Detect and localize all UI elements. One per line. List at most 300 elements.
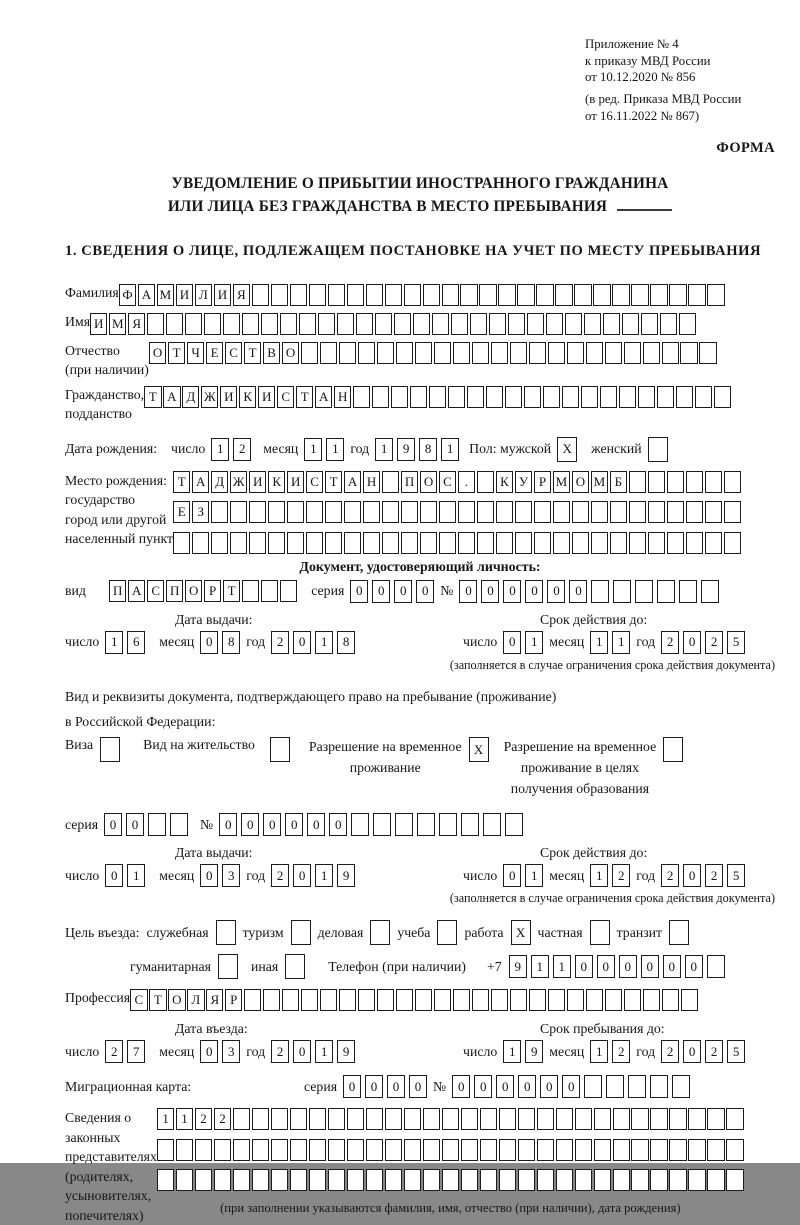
form-cell[interactable] [344, 501, 361, 523]
form-cell[interactable]: 0 [474, 1075, 492, 1098]
form-cell[interactable] [461, 813, 479, 836]
form-cell[interactable]: 2 [705, 631, 723, 654]
form-cell[interactable]: Е [173, 501, 190, 523]
form-cell[interactable]: 0 [365, 1075, 383, 1098]
form-cell[interactable]: 0 [263, 813, 281, 836]
form-cell[interactable]: Р [534, 471, 551, 493]
form-cell[interactable] [638, 386, 655, 408]
form-cell[interactable]: 1 [375, 438, 393, 461]
form-cell[interactable]: С [277, 386, 294, 408]
form-cell[interactable] [650, 1139, 667, 1161]
form-cell[interactable]: 0 [394, 580, 412, 603]
form-cell[interactable]: И [220, 386, 237, 408]
form-cell[interactable] [271, 1169, 288, 1191]
form-cell[interactable] [584, 313, 601, 335]
form-cell[interactable] [572, 501, 589, 523]
form-cell[interactable]: 0 [200, 1040, 218, 1063]
form-cell[interactable] [366, 1108, 383, 1130]
form-cell[interactable] [358, 342, 375, 364]
form-cell[interactable] [650, 1108, 667, 1130]
form-cell[interactable] [351, 813, 369, 836]
form-cell[interactable] [663, 737, 683, 762]
form-cell[interactable]: Т [144, 386, 161, 408]
form-cell[interactable]: 8 [337, 631, 355, 654]
form-cell[interactable] [707, 1108, 724, 1130]
form-cell[interactable] [536, 284, 553, 306]
form-cell[interactable] [543, 386, 560, 408]
form-cell[interactable] [472, 989, 489, 1011]
form-cell[interactable] [546, 313, 563, 335]
form-cell[interactable] [724, 532, 741, 554]
form-cell[interactable] [382, 532, 399, 554]
form-cell[interactable] [366, 1169, 383, 1191]
form-cell[interactable] [562, 386, 579, 408]
form-cell[interactable] [328, 1108, 345, 1130]
form-cell[interactable] [586, 989, 603, 1011]
form-cell[interactable]: И [249, 471, 266, 493]
form-cell[interactable]: 2 [705, 864, 723, 887]
form-cell[interactable] [211, 532, 228, 554]
form-cell[interactable] [510, 342, 527, 364]
form-cell[interactable]: 1 [326, 438, 344, 461]
form-cell[interactable] [610, 501, 627, 523]
form-cell[interactable] [724, 501, 741, 523]
form-cell[interactable] [404, 1139, 421, 1161]
form-cell[interactable] [204, 313, 221, 335]
form-cell[interactable] [230, 501, 247, 523]
form-cell[interactable] [396, 342, 413, 364]
form-cell[interactable]: 5 [727, 1040, 745, 1063]
form-cell[interactable] [631, 1139, 648, 1161]
form-cell[interactable]: 1 [590, 1040, 608, 1063]
form-cell[interactable] [679, 580, 697, 603]
form-cell[interactable]: О [168, 989, 185, 1011]
form-cell[interactable]: 8 [419, 438, 437, 461]
form-cell[interactable] [631, 284, 648, 306]
form-cell[interactable] [643, 989, 660, 1011]
form-cell[interactable]: 2 [661, 1040, 679, 1063]
form-cell[interactable] [439, 532, 456, 554]
form-cell[interactable]: 1 [176, 1108, 193, 1130]
form-cell[interactable] [515, 501, 532, 523]
form-cell[interactable]: М [109, 313, 126, 335]
form-cell[interactable] [347, 1108, 364, 1130]
form-cell[interactable]: М [591, 471, 608, 493]
form-cell[interactable]: В [263, 342, 280, 364]
form-cell[interactable] [548, 989, 565, 1011]
form-cell[interactable] [624, 342, 641, 364]
form-cell[interactable] [594, 1108, 611, 1130]
form-cell[interactable] [375, 313, 392, 335]
form-cell[interactable]: К [496, 471, 513, 493]
form-cell[interactable] [662, 989, 679, 1011]
form-cell[interactable] [537, 1169, 554, 1191]
form-cell[interactable]: 2 [233, 438, 251, 461]
form-cell[interactable] [439, 501, 456, 523]
form-cell[interactable] [518, 1108, 535, 1130]
form-cell[interactable] [499, 1108, 516, 1130]
form-cell[interactable] [439, 813, 457, 836]
form-cell[interactable]: И [90, 313, 107, 335]
form-cell[interactable] [594, 1169, 611, 1191]
form-cell[interactable] [214, 1139, 231, 1161]
form-cell[interactable] [518, 1139, 535, 1161]
form-cell[interactable]: Н [334, 386, 351, 408]
form-cell[interactable] [385, 1108, 402, 1130]
form-cell[interactable] [366, 1139, 383, 1161]
form-cell[interactable] [669, 284, 686, 306]
form-cell[interactable]: С [439, 471, 456, 493]
form-cell[interactable]: А [344, 471, 361, 493]
form-cell[interactable]: 0 [540, 1075, 558, 1098]
form-cell[interactable]: 0 [569, 580, 587, 603]
form-cell[interactable]: 0 [481, 580, 499, 603]
form-cell[interactable]: 1 [157, 1108, 174, 1130]
form-cell[interactable]: 1 [211, 438, 229, 461]
form-cell[interactable]: 2 [705, 1040, 723, 1063]
form-cell[interactable] [631, 1108, 648, 1130]
form-cell[interactable] [353, 386, 370, 408]
form-cell[interactable]: 0 [459, 580, 477, 603]
form-cell[interactable]: 0 [683, 631, 701, 654]
form-cell[interactable]: И [258, 386, 275, 408]
form-cell[interactable] [650, 284, 667, 306]
form-cell[interactable] [686, 532, 703, 554]
form-cell[interactable]: . [458, 471, 475, 493]
form-cell[interactable] [394, 313, 411, 335]
form-cell[interactable] [442, 1169, 459, 1191]
form-cell[interactable] [263, 989, 280, 1011]
form-cell[interactable] [524, 386, 541, 408]
form-cell[interactable] [271, 1108, 288, 1130]
form-cell[interactable]: 2 [214, 1108, 231, 1130]
form-cell[interactable]: 0 [683, 864, 701, 887]
form-cell[interactable] [320, 989, 337, 1011]
form-cell[interactable] [391, 386, 408, 408]
form-cell[interactable] [453, 989, 470, 1011]
form-cell[interactable] [306, 532, 323, 554]
form-cell[interactable]: Ж [201, 386, 218, 408]
form-cell[interactable]: 0 [503, 580, 521, 603]
form-cell[interactable] [705, 501, 722, 523]
form-cell[interactable] [508, 313, 525, 335]
form-cell[interactable]: Д [182, 386, 199, 408]
form-cell[interactable] [584, 1075, 602, 1098]
form-cell[interactable] [499, 1139, 516, 1161]
form-cell[interactable]: 1 [315, 631, 333, 654]
form-cell[interactable] [442, 1108, 459, 1130]
form-cell[interactable] [442, 1139, 459, 1161]
form-cell[interactable] [309, 1139, 326, 1161]
form-cell[interactable] [669, 1169, 686, 1191]
form-cell[interactable] [483, 813, 501, 836]
form-cell[interactable] [347, 284, 364, 306]
form-cell[interactable] [537, 1108, 554, 1130]
form-cell[interactable] [641, 313, 658, 335]
form-cell[interactable]: 0 [663, 955, 681, 978]
form-cell[interactable] [643, 342, 660, 364]
form-cell[interactable]: 1 [590, 631, 608, 654]
form-cell[interactable] [328, 1169, 345, 1191]
form-cell[interactable] [423, 1108, 440, 1130]
form-cell[interactable] [291, 920, 311, 945]
form-cell[interactable] [622, 313, 639, 335]
form-cell[interactable] [195, 1169, 212, 1191]
form-cell[interactable] [650, 1075, 668, 1098]
form-cell[interactable]: П [401, 471, 418, 493]
form-cell[interactable]: 2 [612, 864, 630, 887]
form-cell[interactable] [377, 342, 394, 364]
form-cell[interactable] [631, 1169, 648, 1191]
form-cell[interactable]: И [176, 284, 193, 306]
form-cell[interactable]: П [109, 580, 126, 602]
form-cell[interactable] [216, 920, 236, 945]
form-cell[interactable]: С [306, 471, 323, 493]
form-cell[interactable]: 0 [597, 955, 615, 978]
form-cell[interactable] [268, 532, 285, 554]
form-cell[interactable] [565, 313, 582, 335]
form-cell[interactable]: 7 [127, 1040, 145, 1063]
form-cell[interactable] [429, 386, 446, 408]
form-cell[interactable]: У [515, 471, 532, 493]
form-cell[interactable] [261, 580, 278, 602]
form-cell[interactable]: К [268, 471, 285, 493]
form-cell[interactable] [680, 342, 697, 364]
form-cell[interactable] [423, 1169, 440, 1191]
form-cell[interactable] [432, 313, 449, 335]
form-cell[interactable] [624, 989, 641, 1011]
form-cell[interactable]: 0 [200, 864, 218, 887]
form-cell[interactable] [385, 284, 402, 306]
form-cell[interactable]: 9 [397, 438, 415, 461]
form-cell[interactable] [648, 437, 668, 462]
form-cell[interactable]: 0 [562, 1075, 580, 1098]
form-cell[interactable]: X [557, 437, 577, 462]
form-cell[interactable]: Р [225, 989, 242, 1011]
form-cell[interactable]: 0 [219, 813, 237, 836]
form-cell[interactable] [166, 313, 183, 335]
form-cell[interactable]: 9 [337, 1040, 355, 1063]
form-cell[interactable] [147, 313, 164, 335]
form-cell[interactable] [667, 532, 684, 554]
form-cell[interactable] [505, 813, 523, 836]
form-cell[interactable] [192, 532, 209, 554]
form-cell[interactable] [366, 284, 383, 306]
form-cell[interactable] [280, 580, 297, 602]
form-cell[interactable]: 0 [452, 1075, 470, 1098]
form-cell[interactable] [344, 532, 361, 554]
form-cell[interactable] [157, 1139, 174, 1161]
form-cell[interactable] [413, 313, 430, 335]
form-cell[interactable]: 0 [387, 1075, 405, 1098]
form-cell[interactable]: А [138, 284, 155, 306]
form-cell[interactable] [517, 284, 534, 306]
form-cell[interactable]: 2 [195, 1108, 212, 1130]
form-cell[interactable] [635, 580, 653, 603]
form-cell[interactable] [271, 1139, 288, 1161]
form-cell[interactable]: 3 [222, 1040, 240, 1063]
form-cell[interactable]: 0 [350, 580, 368, 603]
form-cell[interactable] [613, 1169, 630, 1191]
form-cell[interactable] [688, 1139, 705, 1161]
form-cell[interactable] [170, 813, 188, 836]
form-cell[interactable]: Т [223, 580, 240, 602]
form-cell[interactable] [176, 1139, 193, 1161]
form-cell[interactable] [157, 1169, 174, 1191]
form-cell[interactable]: 1 [590, 864, 608, 887]
form-cell[interactable]: 0 [241, 813, 259, 836]
form-cell[interactable] [556, 1139, 573, 1161]
form-cell[interactable]: К [239, 386, 256, 408]
form-cell[interactable] [339, 989, 356, 1011]
form-cell[interactable] [707, 955, 725, 978]
form-cell[interactable]: И [287, 471, 304, 493]
form-cell[interactable]: 0 [285, 813, 303, 836]
form-cell[interactable] [290, 284, 307, 306]
form-cell[interactable]: 1 [612, 631, 630, 654]
form-cell[interactable] [437, 920, 457, 945]
form-cell[interactable] [662, 342, 679, 364]
form-cell[interactable] [252, 1108, 269, 1130]
form-cell[interactable] [603, 313, 620, 335]
form-cell[interactable] [477, 501, 494, 523]
form-cell[interactable] [373, 813, 391, 836]
form-cell[interactable] [417, 813, 435, 836]
form-cell[interactable]: 0 [104, 813, 122, 836]
form-cell[interactable]: 1 [105, 631, 123, 654]
form-cell[interactable] [629, 501, 646, 523]
form-cell[interactable] [328, 1139, 345, 1161]
form-cell[interactable] [339, 342, 356, 364]
form-cell[interactable] [657, 386, 674, 408]
form-cell[interactable] [605, 989, 622, 1011]
form-cell[interactable] [363, 501, 380, 523]
form-cell[interactable]: Н [363, 471, 380, 493]
form-cell[interactable] [218, 954, 238, 979]
form-cell[interactable] [377, 989, 394, 1011]
form-cell[interactable]: 9 [509, 955, 527, 978]
form-cell[interactable] [347, 1139, 364, 1161]
form-cell[interactable]: 0 [685, 955, 703, 978]
form-cell[interactable] [244, 989, 261, 1011]
form-cell[interactable]: 0 [496, 1075, 514, 1098]
form-cell[interactable] [358, 989, 375, 1011]
form-cell[interactable] [148, 813, 166, 836]
form-cell[interactable]: С [147, 580, 164, 602]
form-cell[interactable]: 2 [661, 864, 679, 887]
form-cell[interactable] [489, 313, 506, 335]
form-cell[interactable] [498, 284, 515, 306]
form-cell[interactable] [268, 501, 285, 523]
form-cell[interactable] [613, 580, 631, 603]
form-cell[interactable] [252, 1169, 269, 1191]
form-cell[interactable]: Я [233, 284, 250, 306]
form-cell[interactable] [527, 313, 544, 335]
form-cell[interactable] [486, 386, 503, 408]
form-cell[interactable] [537, 1139, 554, 1161]
form-cell[interactable] [480, 1139, 497, 1161]
form-cell[interactable] [491, 989, 508, 1011]
form-cell[interactable] [610, 532, 627, 554]
form-cell[interactable]: Ж [230, 471, 247, 493]
form-cell[interactable] [591, 580, 609, 603]
form-cell[interactable] [301, 989, 318, 1011]
form-cell[interactable]: 0 [307, 813, 325, 836]
form-cell[interactable] [586, 342, 603, 364]
form-cell[interactable] [363, 532, 380, 554]
form-cell[interactable] [701, 580, 719, 603]
form-cell[interactable] [575, 1108, 592, 1130]
form-cell[interactable]: 2 [271, 1040, 289, 1063]
form-cell[interactable] [290, 1139, 307, 1161]
form-cell[interactable] [591, 501, 608, 523]
form-cell[interactable]: З [192, 501, 209, 523]
form-cell[interactable] [594, 1139, 611, 1161]
form-cell[interactable] [252, 284, 269, 306]
form-cell[interactable]: Т [168, 342, 185, 364]
form-cell[interactable]: 6 [127, 631, 145, 654]
form-cell[interactable]: 8 [222, 631, 240, 654]
form-cell[interactable]: Л [187, 989, 204, 1011]
form-cell[interactable] [223, 313, 240, 335]
form-cell[interactable] [480, 1169, 497, 1191]
form-cell[interactable] [282, 989, 299, 1011]
form-cell[interactable] [529, 989, 546, 1011]
form-cell[interactable]: 0 [416, 580, 434, 603]
form-cell[interactable] [491, 342, 508, 364]
form-cell[interactable] [553, 501, 570, 523]
form-cell[interactable] [505, 386, 522, 408]
form-cell[interactable] [724, 471, 741, 493]
form-cell[interactable]: 1 [525, 864, 543, 887]
form-cell[interactable] [628, 1075, 646, 1098]
form-cell[interactable] [567, 342, 584, 364]
form-cell[interactable] [593, 284, 610, 306]
form-cell[interactable] [667, 471, 684, 493]
form-cell[interactable]: 0 [641, 955, 659, 978]
form-cell[interactable] [707, 1169, 724, 1191]
form-cell[interactable] [581, 386, 598, 408]
form-cell[interactable]: 2 [661, 631, 679, 654]
form-cell[interactable]: А [192, 471, 209, 493]
form-cell[interactable]: О [185, 580, 202, 602]
form-cell[interactable]: 0 [503, 864, 521, 887]
form-cell[interactable]: О [282, 342, 299, 364]
form-cell[interactable] [287, 501, 304, 523]
form-cell[interactable] [534, 532, 551, 554]
form-cell[interactable]: X [469, 737, 489, 762]
form-cell[interactable]: О [149, 342, 166, 364]
form-cell[interactable]: А [128, 580, 145, 602]
form-cell[interactable] [613, 1139, 630, 1161]
form-cell[interactable] [477, 471, 494, 493]
form-cell[interactable]: 1 [304, 438, 322, 461]
form-cell[interactable] [555, 284, 572, 306]
form-cell[interactable] [415, 342, 432, 364]
form-cell[interactable]: Т [296, 386, 313, 408]
form-cell[interactable] [681, 989, 698, 1011]
form-cell[interactable] [270, 737, 290, 762]
form-cell[interactable] [356, 313, 373, 335]
form-cell[interactable] [575, 1139, 592, 1161]
form-cell[interactable] [185, 313, 202, 335]
form-cell[interactable]: 0 [409, 1075, 427, 1098]
form-cell[interactable] [382, 501, 399, 523]
form-cell[interactable] [372, 386, 389, 408]
form-cell[interactable] [667, 501, 684, 523]
form-cell[interactable] [242, 313, 259, 335]
form-cell[interactable] [434, 989, 451, 1011]
